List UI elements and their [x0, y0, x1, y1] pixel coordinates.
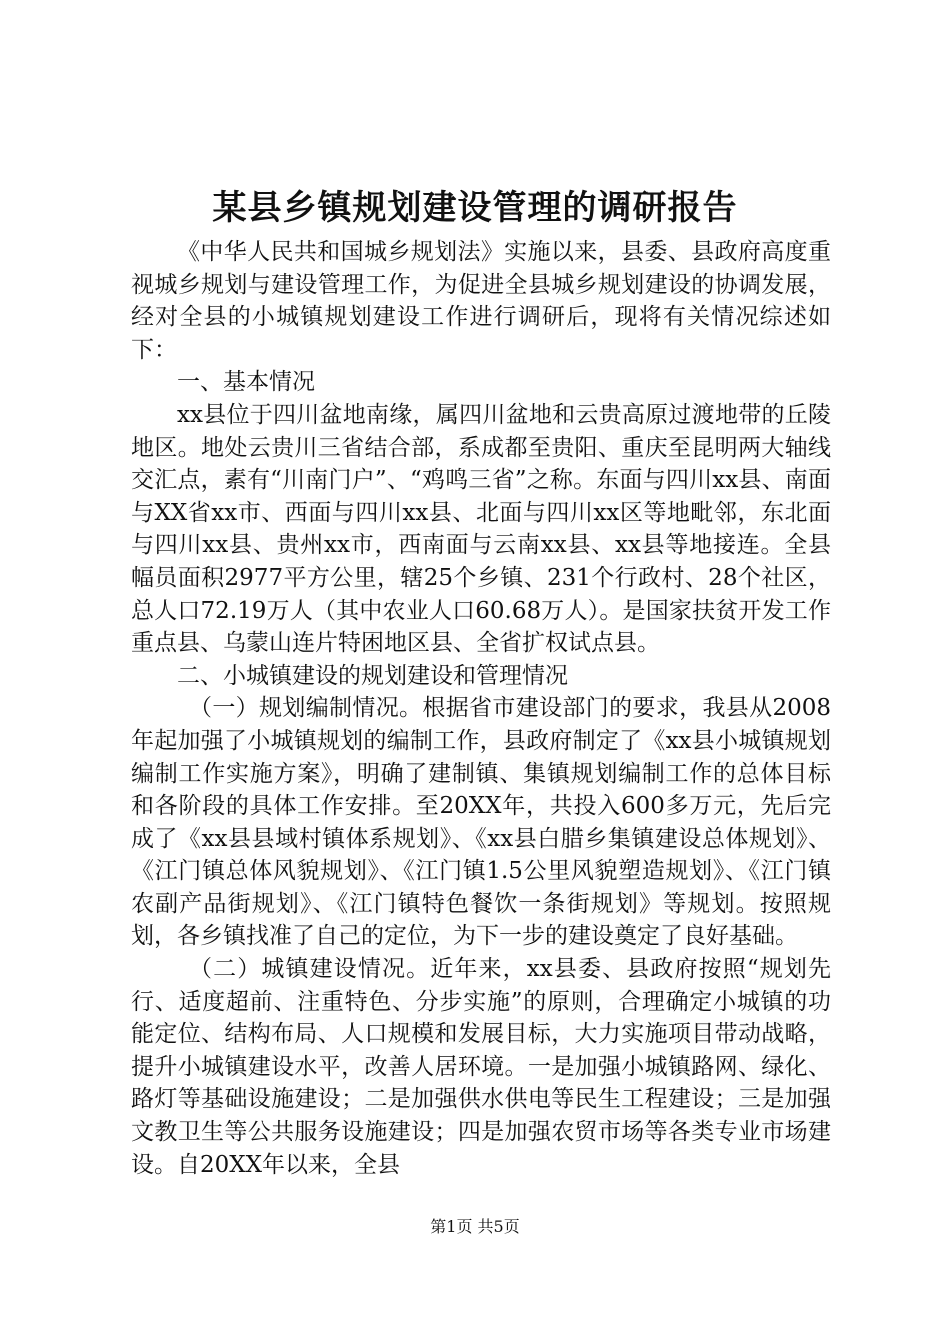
document-body	[131, 236, 831, 1181]
intro-paragraph: 《中华人民共和国城乡规划法》实施以来，县委、县政府高度重视城乡规划与建设管理工作，为促进全县城乡规划建设的协调发展，经对全县的小城镇规划建设工作进行调研后，现将有关情况综述如下：	[131, 239, 831, 363]
planning-compilation-paragraph: （一）规划编制情况。根据省市建设部门的要求，我县从2008年起加强了小城镇规划的编制工作，县政府制定了《xx县小城镇规划编制工作实施方案》，明确了建制镇、集镇规划编制工作的总体目标和各阶段的具体工作安排。至20XX年，共投入600多万元，先后完成了《xx县县域村镇体系规划》、《xx县白腊乡集镇建设总体规划》、《江门镇总体风貌规划》、《江门镇1.5公里风貌塑造规划》、《江门镇农副产品街规划》、《江门镇特色餐饮一条街规划》等规划。按照规划，各乡镇找准了自己的定位，为下一步的建设奠定了良好基础。	[131, 695, 831, 950]
document-title: 某县乡镇规划建设管理的调研报告	[212, 188, 738, 228]
town-construction-paragraph: （二）城镇建设情况。近年来，xx县委、县政府按照“规划先行、适度超前、注重特色、分步实施”的原则，合理确定小城镇的功能定位、结构布局、人口规模和发展目标，大力实施项目带动战略，提升小城镇建设水平，改善人居环境。一是加强小城镇路网、绿化、路灯等基础设施建设；二是加强供水供电等民生工程建设；三是加强文教卫生等公共服务设施建设；四是加强农贸市场等各类专业市场建设。自20XX年以来，全县	[131, 956, 831, 1178]
section-heading-basic-situation: 一、基本情况	[177, 369, 315, 396]
basic-situation-paragraph: xx县位于四川盆地南缘，属四川盆地和云贵高原过渡地带的丘陵地区。地处云贵川三省结合部，系成都至贵阳、重庆至昆明两大轴线交汇点，素有“川南门户”、“鸡鸣三省”之称。东面与四川xx县、南面与XX省xx市、西面与四川xx县、北面与四川xx区等地毗邻，东北面与四川xx县、贵州xx市，西南面与云南xx县、xx县等地接连。全县幅员面积2977平方公里，辖25个乡镇、231个行政村、28个社区，总人口72.19万人（其中农业人口60.68万人）。是国家扶贫开发工作重点县、乌蒙山连片特困地区县、全省扩权试点县。	[131, 401, 831, 657]
section-heading-town-planning: 二、小城镇建设的规划建设和管理情况	[177, 662, 568, 689]
page-footer: 第1页 共5页	[430, 1217, 520, 1236]
